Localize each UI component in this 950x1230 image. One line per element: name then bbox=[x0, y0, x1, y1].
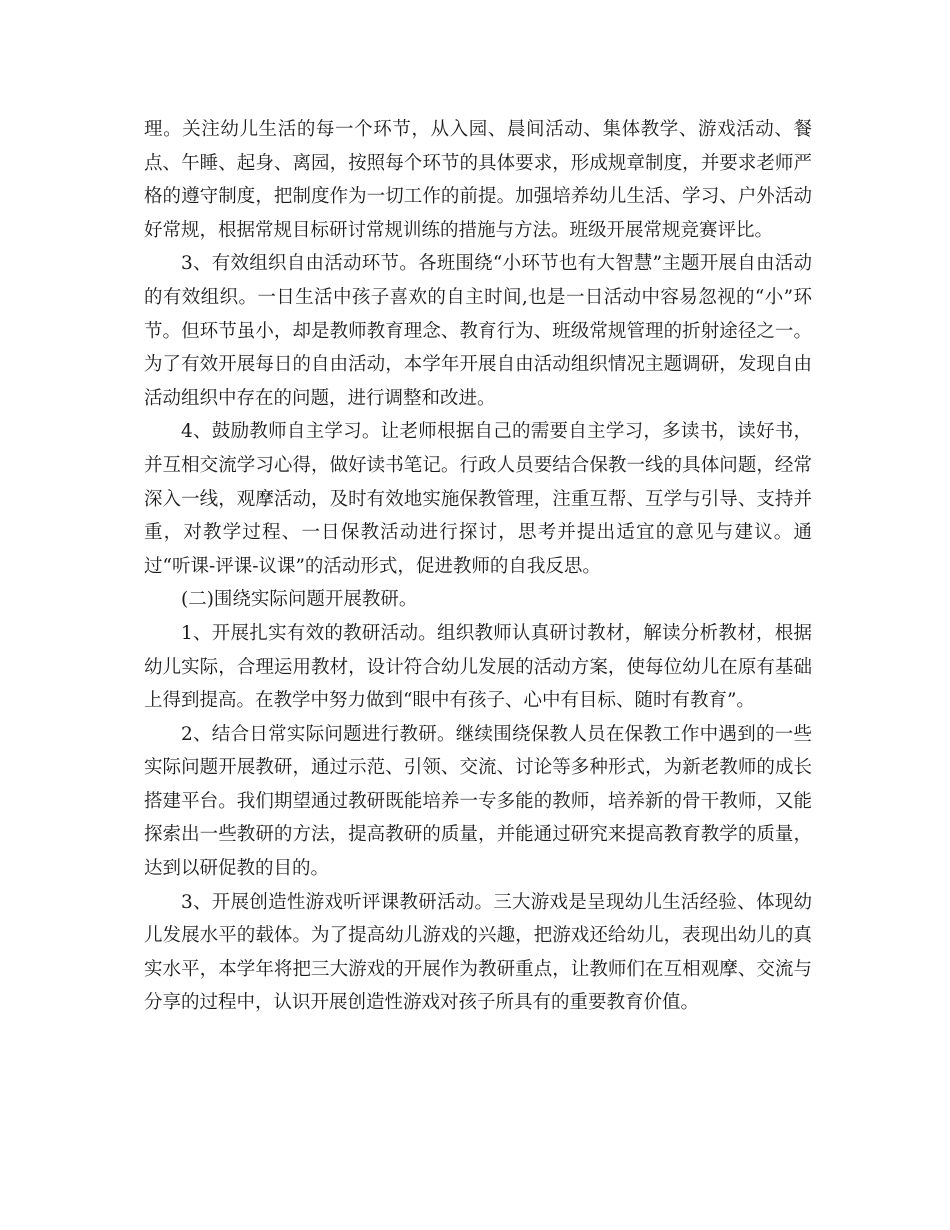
paragraph-creative-games: 3、开展创造性游戏听评课教研活动。三大游戏是呈现幼儿生活经验、体现幼儿发展水平的载体。为了提高幼儿游戏的兴趣，把游戏还给幼儿，表现出幼儿的真实水平，本学年将把三大游戏的开展作为教研重点，让教师们在互相观摩、交流与分享的过程中，认识开展创造性游戏对孩子所具有的重要教育价值。 bbox=[144, 891, 812, 1014]
paragraph-effective-research: 1、开展扎实有效的教研活动。组织教师认真研讨教材，解读分析教材，根据幼儿实际，合理运用教材，设计符合幼儿发展的活动方案，使每位幼儿在原有基础上得到提高。在教学中努力做到“眼中有孩子、心中有目标、随时有教育”。 bbox=[144, 622, 812, 712]
paragraph-continuation: 理。关注幼儿生活的每一个环节，从入园、晨间活动、集体教学、游戏活动、餐点、午睡、起身、离园，按照每个环节的具体要求，形成规章制度，并要求老师严格的遵守制度，把制度作为一切工作的前提。加强培养幼儿生活、学习、户外活动好常规，根据常规目标研讨常规训练的措施与方法。班级开展常规竞赛评比。 bbox=[144, 119, 812, 241]
paragraph-free-activity: 3、有效组织自由活动环节。各班围绕“小环节也有大智慧”主题开展自由活动的有效组织。一日生活中孩子喜欢的自主时间,也是一日活动中容易忽视的“小”环节。但环节虽小，却是教师教育理念、教育行为、班级常规管理的折射途径之一。为了有效开展每日的自由活动，本学年开展自由活动组织情况主题调研，发现自由活动组织中存在的问题，进行调整和改进。 bbox=[144, 253, 812, 409]
section-heading-practical-research: (二)围绕实际问题开展教研。 bbox=[181, 589, 418, 611]
document-body bbox=[144, 113, 812, 1020]
paragraph-self-study: 4、鼓励教师自主学习。让老师根据自己的需要自主学习，多读书，读好书，并互相交流学习心得，做好读书笔记。行政人员要结合保教一线的具体问题，经常深入一线，观摩活动，及时有效地实施保教管理，注重互帮、互学与引导、支持并重，对教学过程、一日保教活动进行探讨，思考并提出适宜的意见与建议。通过“听课-评课-议课”的活动形式，促进教师的自我反思。 bbox=[144, 421, 812, 577]
paragraph-daily-problems: 2、结合日常实际问题进行教研。继续围绕保教人员在保教工作中遇到的一些实际问题开展教研，通过示范、引领、交流、讨论等多种形式，为新老教师的成长搭建平台。我们期望通过教研既能培养一专多能的教师，培养新的骨干教师，又能探索出一些教研的方法，提高教研的质量，并能通过研究来提高教育教学的质量，达到以研促教的目的。 bbox=[144, 723, 812, 880]
